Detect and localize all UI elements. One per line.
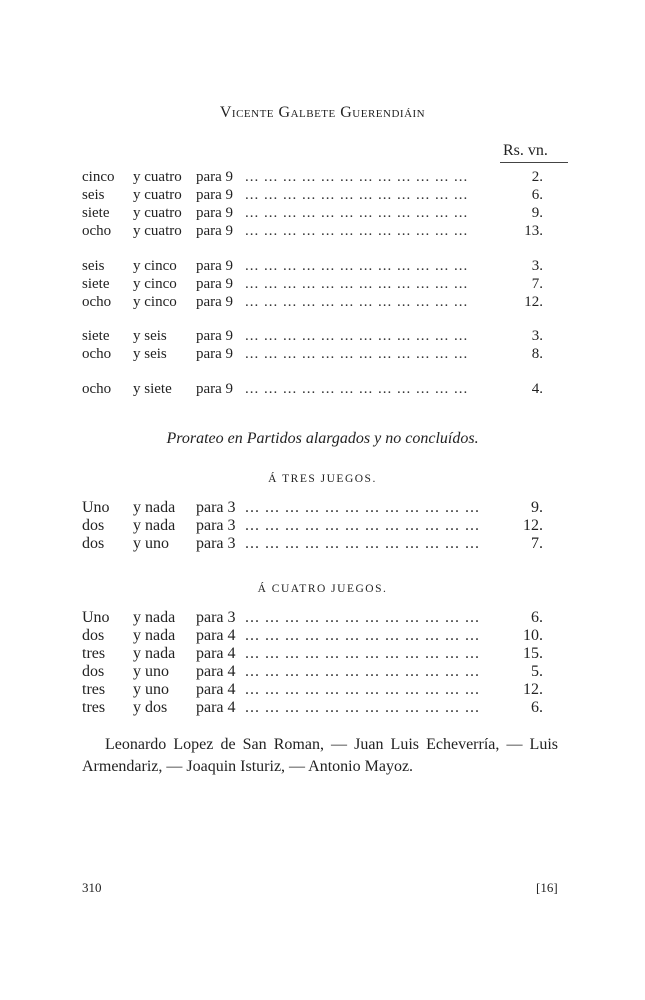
subheading-tres-juegos: Á TRES JUEGOS. — [268, 473, 377, 485]
table-row: seis y cuatro para 9 ... ... ... ... ... ... ... ... ... ... ... ... 6. — [82, 187, 543, 203]
table-row: tres y nada para 4 ... ... ... ... ... ... ... ... ... ... ... ... 15. — [82, 645, 543, 662]
units-label: Rs. vn. — [503, 142, 548, 159]
table-row: cinco y cuatro para 9 ... ... ... ... ... ... ... ... ... ... ... ... 2. — [82, 169, 543, 185]
table-row: Uno y nada para 3 ... ... ... ... ... ... ... ... ... ... ... ... 6. — [82, 609, 543, 626]
table-row: Uno y nada para 3 ... ... ... ... ... ... ... ... ... ... ... ... 9. — [82, 499, 543, 516]
table-row: siete y cinco para 9 ... ... ... ... ... ... ... ... ... ... ... ... 7. — [82, 276, 543, 292]
running-header: Vicente Galbete Guerendiáin — [219, 104, 426, 121]
table-row: siete y seis para 9 ... ... ... ... ... ... ... ... ... ... ... ... 3. — [82, 328, 543, 344]
signatories-paragraph: Leonardo Lopez de San Roman, — Juan Luis Echeverría, — Luis Armendariz, — Joaquin Isturiz, — Antonio Mayoz. — [82, 736, 558, 775]
table-row: dos y uno para 3 ... ... ... ... ... ... ... ... ... ... ... ... 7. — [82, 535, 543, 552]
table-row: tres y dos para 4 ... ... ... ... ... ... ... ... ... ... ... ... 6. — [82, 699, 543, 716]
table-row: dos y nada para 3 ... ... ... ... ... ... ... ... ... ... ... ... 12. — [82, 517, 543, 534]
table-row: siete y cuatro para 9 ... ... ... ... ... ... ... ... ... ... ... ... 9. — [82, 205, 543, 221]
table-row: ocho y cinco para 9 ... ... ... ... ... ... ... ... ... ... ... ... 12. — [82, 294, 543, 310]
table-row: tres y uno para 4 ... ... ... ... ... ... ... ... ... ... ... ... 12. — [82, 681, 543, 698]
table-row: seis y cinco para 9 ... ... ... ... ... ... ... ... ... ... ... ... 3. — [82, 258, 543, 274]
folio-number: [16] — [536, 880, 558, 895]
table-row: ocho y seis para 9 ... ... ... ... ... ... ... ... ... ... ... ... 8. — [82, 346, 543, 362]
units-underline — [500, 162, 568, 163]
table-row: dos y nada para 4 ... ... ... ... ... ... ... ... ... ... ... ... 10. — [82, 627, 543, 644]
section-caption: Prorateo en Partidos alargados y no concluídos. — [166, 430, 479, 447]
table-row: dos y uno para 4 ... ... ... ... ... ... ... ... ... ... ... ... 5. — [82, 663, 543, 680]
page-number: 310 — [82, 880, 102, 895]
subheading-cuatro-juegos: Á CUATRO JUEGOS. — [257, 583, 388, 595]
table-row: ocho y cuatro para 9 ... ... ... ... ... ... ... ... ... ... ... ... 13. — [82, 223, 543, 239]
table-row: ocho y siete para 9 ... ... ... ... ... ... ... ... ... ... ... ... 4. — [82, 381, 543, 397]
